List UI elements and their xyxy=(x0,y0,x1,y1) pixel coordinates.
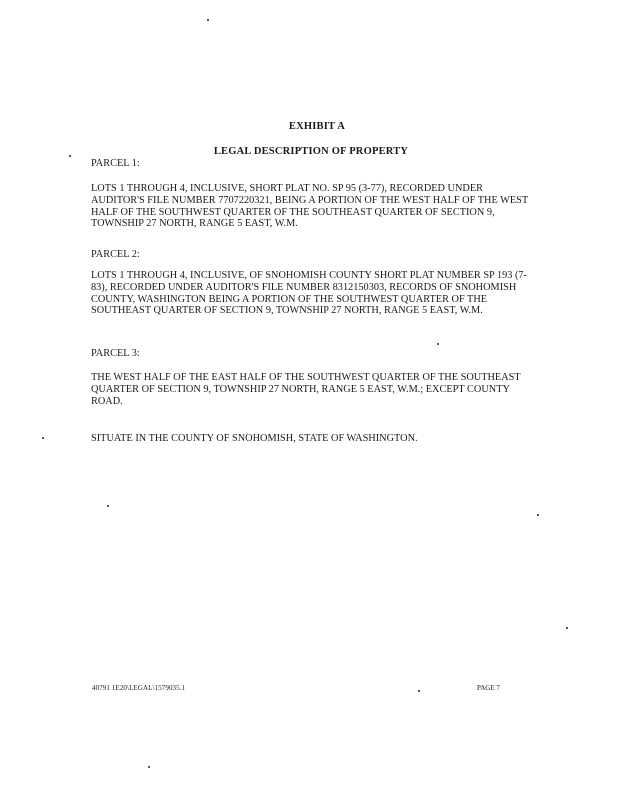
scan-speck xyxy=(537,514,539,516)
situate-statement: SITUATE IN THE COUNTY OF SNOHOMISH, STATE OF WASHINGTON. xyxy=(91,433,418,444)
parcel-1-heading: PARCEL 1: xyxy=(91,158,140,169)
parcel-3-description: THE WEST HALF OF THE EAST HALF OF THE SOUTHWEST QUARTER OF THE SOUTHEAST QUARTER OF SECTION 9, TOWNSHIP 27 NORTH, RANGE 5 EAST, W.M.; EXCEPT COUNTY ROAD. xyxy=(91,372,521,407)
scan-speck xyxy=(148,766,150,768)
scan-speck xyxy=(566,627,568,629)
parcel-2-description: LOTS 1 THROUGH 4, INCLUSIVE, OF SNOHOMISH COUNTY SHORT PLAT NUMBER SP 193 (7-83), RECORDED UNDER AUDITOR'S FILE NUMBER 8312150303, RECORDS OF SNOHOMISH COUNTY, WASHINGTON BEING A PORTION OF THE SOUTHWEST QUARTER OF THE SOUTHEAST QUARTER OF SECTION 9, TOWNSHIP 27 NORTH, RANGE 5 EAST, W.M. xyxy=(91,270,527,317)
parcel-1-description: LOTS 1 THROUGH 4, INCLUSIVE, SHORT PLAT NO. SP 95 (3-77), RECORDED UNDER AUDITOR'S FILE NUMBER 7707220321, BEING A PORTION OF THE WEST HALF OF THE WEST HALF OF THE SOUTHWEST QUARTER OF THE SOUTHEAST QUARTER OF SECTION 9, TOWNSHIP 27 NORTH, RANGE 5 EAST, W.M. xyxy=(91,183,528,230)
parcel-3-heading: PARCEL 3: xyxy=(91,348,140,359)
footer-page-number: PAGE 7 xyxy=(477,684,500,692)
exhibit-title: EXHIBIT A xyxy=(288,121,346,132)
scan-speck xyxy=(42,437,44,439)
scan-speck xyxy=(69,155,71,157)
footer-document-id: 40791 1E20\LEGAL\1579035.1 xyxy=(92,684,186,692)
parcel-2-heading: PARCEL 2: xyxy=(91,249,140,260)
scan-speck xyxy=(437,343,439,345)
scan-speck xyxy=(107,505,109,507)
legal-description-title: LEGAL DESCRIPTION OF PROPERTY xyxy=(213,146,409,157)
scan-speck xyxy=(418,690,420,692)
scan-speck xyxy=(207,19,209,21)
